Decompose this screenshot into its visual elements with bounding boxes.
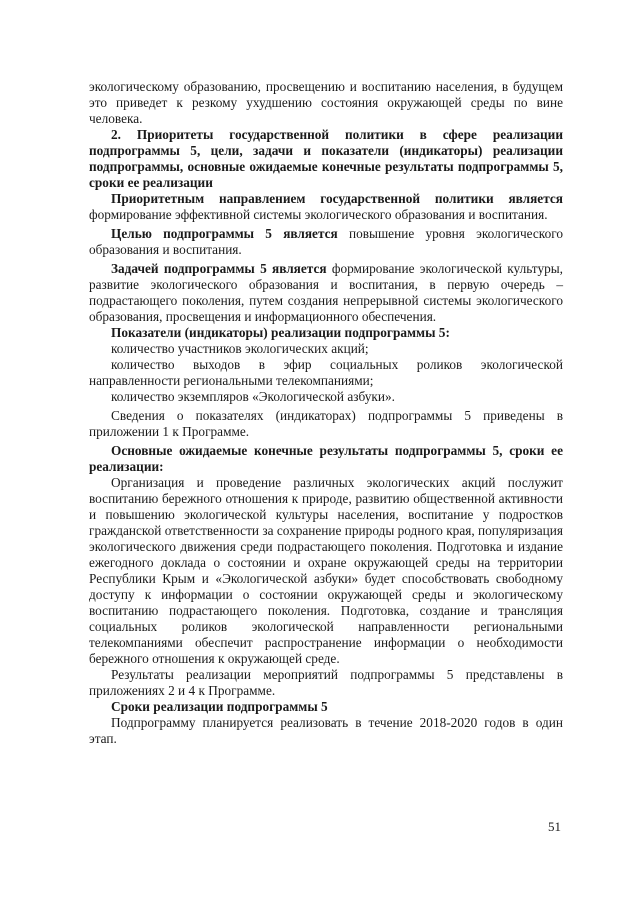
section-heading-priorities: 2. Приоритеты государственной политики в сфере реализации подпрограммы 5, цели, задачи и показатели (индикаторы) реализации подпрограммы, основные ожидаемые конечные результаты подпрограммы 5, сроки ее реализации	[89, 127, 563, 190]
priority-direction-text: формирование эффективной системы экологического образования и воспитания.	[89, 207, 548, 222]
indicator-item: количество выходов в эфир социальных роликов экологической направленности региональными телекомпаниями;	[89, 357, 563, 388]
paragraph-goal	[89, 226, 563, 258]
priority-direction-lead: Приоритетным направлением государственной политики является	[111, 191, 563, 206]
paragraph-results-appendix: Результаты реализации мероприятий подпрограммы 5 представлены в приложениях 2 и 4 к Программе.	[89, 667, 563, 698]
goal-text: повышение уровня экологического образования и воспитания.	[89, 226, 563, 257]
paragraph-terms: Подпрограмму планируется реализовать в течение 2018-2020 годов в один этап.	[89, 715, 563, 746]
indicator-item: количество экземпляров «Экологической азбуки».	[111, 389, 395, 404]
paragraph-task	[89, 261, 563, 325]
indicators-heading: Показатели (индикаторы) реализации подпрограммы 5:	[111, 325, 450, 340]
task-lead: Задачей подпрограммы 5 является	[111, 261, 327, 276]
page-number: 51	[548, 819, 561, 834]
document-body	[89, 79, 563, 747]
results-heading: Основные ожидаемые конечные результаты подпрограммы 5, сроки ее реализации:	[89, 443, 563, 474]
paragraph-continuation: экологическому образованию, просвещению и воспитанию населения, в будущем это приведет к резкому ухудшению состояния окружающей среды по вине человека.	[89, 79, 563, 126]
paragraph-expected-results: Организация и проведение различных экологических акций послужит воспитанию бережного отношения к природе, развитию общественной активности и повышению экологической культуры населения, воспитание у подростков гражданской ответственности за сохранение природы родного края, популяризация экологического движения среди подрастающего поколения. Подготовка и издание ежегодного доклада о состоянии и охране окружающей среды на территории Республики Крым и «Экологической азбуки» будет способствовать свободному доступу к информации о состоянии окружающей среды и экологическому воспитанию подрастающего поколения. Подготовка, создание и трансляция социальных роликов экологической направленности региональными телекомпаниями обеспечит распространение информации о необходимости бережного отношения к окружающей среде.	[89, 475, 563, 666]
goal-lead: Целью подпрограммы 5 является	[111, 226, 338, 241]
paragraph-indicators-appendix: Сведения о показателях (индикаторах) подпрограммы 5 приведены в приложении 1 к Программе.	[89, 408, 563, 439]
terms-heading: Сроки реализации подпрограммы 5	[111, 699, 328, 714]
task-text: формирование экологической культуры, развитие экологического образования и воспитания, в первую очередь – подрастающего поколения, путем создания непрерывной системы экологического образования, просвещения и информационного обеспечения.	[89, 261, 563, 324]
indicator-item: количество участников экологических акций;	[111, 341, 369, 356]
paragraph-priority-direction	[89, 191, 563, 223]
